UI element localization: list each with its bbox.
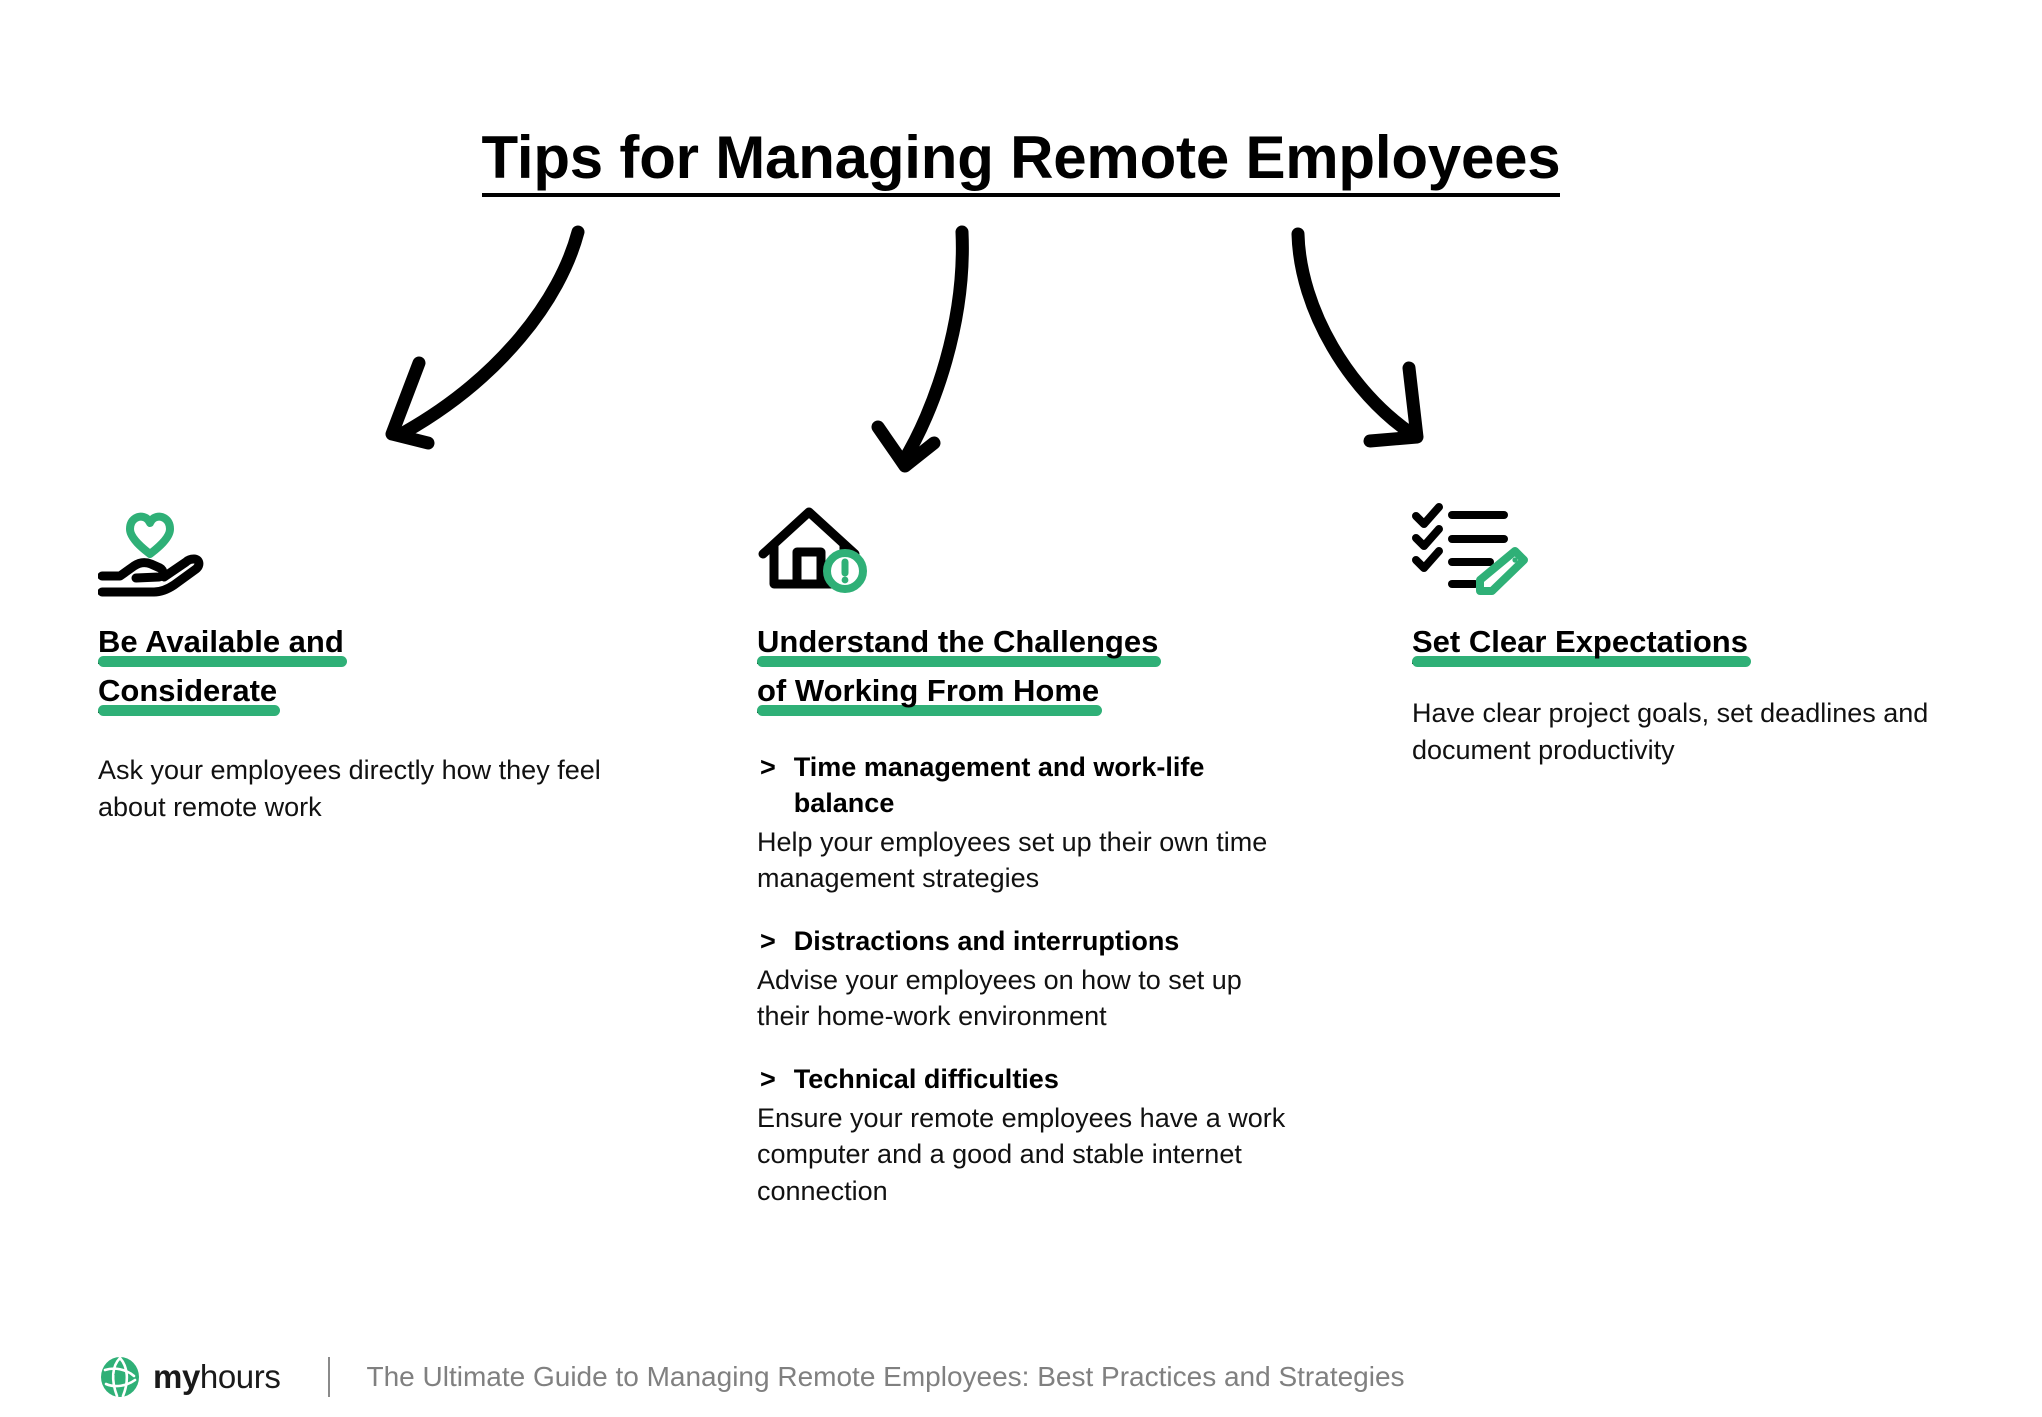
myhours-logo-icon [98,1355,142,1399]
heading-line: Understand the Challenges [757,624,1158,664]
subitem-title: Technical difficulties [793,1064,1059,1095]
logo-my: my [153,1358,200,1395]
subitem-title: Time management and work-life balance [793,751,1205,818]
title-block [0,126,2042,205]
subitem-heading [757,750,1297,822]
heading-line: of Working From Home [757,673,1099,713]
logo-hours: hours [199,1358,281,1395]
heading-line: Set Clear Expectations [1412,624,1748,664]
checklist-pencil-icon [1412,498,1972,606]
subitem-heading [757,1062,1297,1098]
column-be-available [98,498,658,852]
title-underline-wrap [482,126,1561,205]
pencil-icon [1480,551,1524,591]
chevron-right-icon: > [760,926,776,957]
chevron-right-icon: > [760,751,776,782]
subitem-heading [757,924,1297,960]
subitem-description: Help your employees set up their own time management strategies [757,826,1268,893]
myhours-wordmark [153,1358,280,1396]
subitem-distractions [757,924,1297,1034]
subitem-technical-difficulties [757,1062,1297,1208]
chevron-right-icon: > [760,1064,776,1095]
heading-line: Considerate [98,673,277,713]
arrow-to-column-2 [878,232,962,466]
footer [98,1355,1405,1399]
column-understand-challenges [757,498,1297,1209]
column-set-expectations [1412,498,1972,795]
subitem-description: Ensure your remote employees have a work computer and a good and stable internet connection [757,1103,1286,1206]
column-1-body: Ask your employees directly how they feel about remote work [98,754,601,822]
subitem-time-management [757,750,1297,896]
arrow-to-column-1 [392,232,578,443]
arrow-to-column-3 [1298,234,1417,441]
heart-in-hand-icon [98,498,658,606]
heading-line: Be Available and [98,624,344,664]
footer-caption: The Ultimate Guide to Managing Remote Employees: Best Practices and Strategies [366,1361,1405,1392]
house-alert-icon [757,498,1297,606]
page-title: Tips for Managing Remote Employees [482,126,1561,197]
column-3-body: Have clear project goals, set deadlines and document productivity [1412,697,1929,765]
subitem-description: Advise your employees on how to set up their home-work environment [757,964,1242,1032]
column-3-heading [1412,624,1972,673]
column-2-heading [757,624,1297,722]
column-1-heading [98,624,658,722]
footer-divider [328,1357,330,1397]
subitem-title: Distractions and interruptions [793,926,1180,957]
